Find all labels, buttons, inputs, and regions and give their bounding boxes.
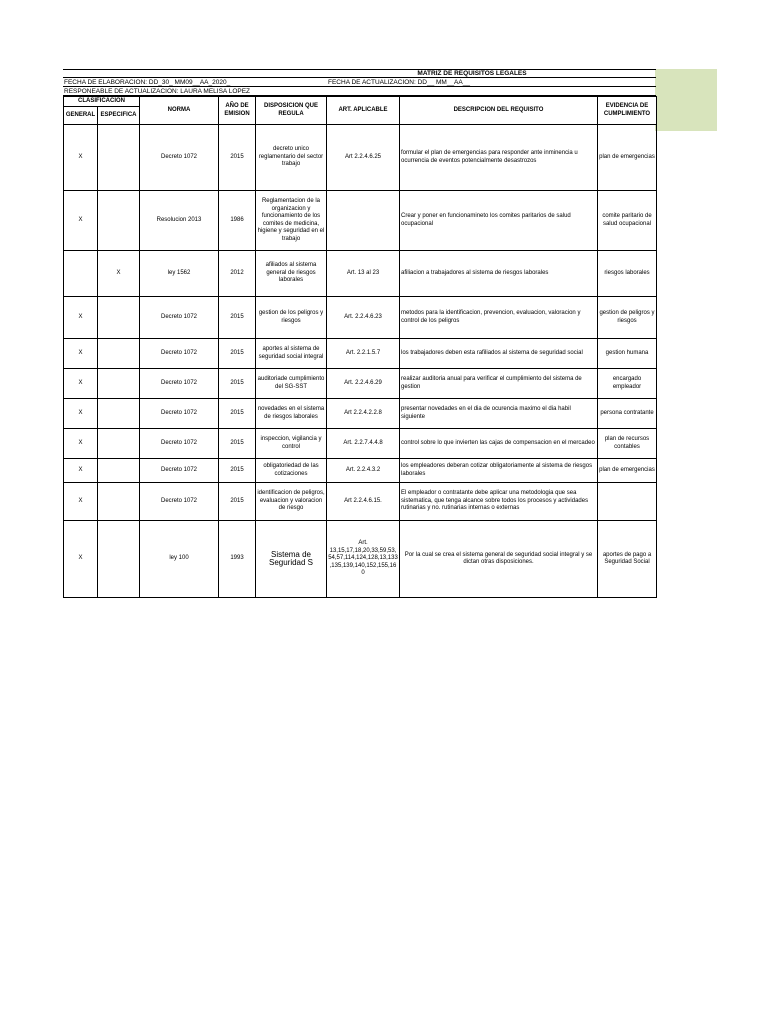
cell-general: X <box>64 429 98 459</box>
cell-art: Art. 2.2.1.5.7 <box>327 339 400 369</box>
cell-general: X <box>64 459 98 483</box>
cell-disposicion: decreto unico reglamentario del sector trabajo <box>256 125 327 191</box>
cell-art: Art. 13 al 23 <box>327 251 400 297</box>
cell-anio: 2015 <box>219 483 256 521</box>
col-general: GENERAL <box>64 107 98 125</box>
table-row <box>64 125 657 191</box>
cell-evidencia: plan de emergencias <box>598 459 657 483</box>
cell-general: X <box>64 399 98 429</box>
table-row <box>64 297 657 339</box>
matrix-title-row <box>63 69 656 78</box>
cell-anio: 2015 <box>219 297 256 339</box>
cell-anio: 2015 <box>219 339 256 369</box>
cell-especifica <box>98 125 140 191</box>
cell-norma: Decreto 1072 <box>140 125 219 191</box>
cell-especifica <box>98 339 140 369</box>
table-row <box>64 459 657 483</box>
table-row <box>64 251 657 297</box>
cell-art: Art. 2.2.4.6.23 <box>327 297 400 339</box>
col-disposicion: DISPOSICION QUE REGULA <box>256 97 327 125</box>
col-clasificacion: CLASIFICACION <box>64 97 140 107</box>
cell-descripcion: afiliacion a trabajadores al sistema de riesgos laborales <box>400 251 598 297</box>
cell-evidencia: encargado empleador <box>598 369 657 399</box>
cell-anio: 2015 <box>219 369 256 399</box>
col-anio: AÑO DE EMISION <box>219 97 256 125</box>
cell-norma: ley 1562 <box>140 251 219 297</box>
cell-art: Art 2.2.4.6.25 <box>327 125 400 191</box>
cell-descripcion: presentar novedades en el dia de ocurencia maximo el dia habil siguiente <box>400 399 598 429</box>
table-body <box>64 125 657 598</box>
cell-disposicion: identificacion de peligros, evaluacion y valoracion de riesgo <box>256 483 327 521</box>
cell-especifica <box>98 399 140 429</box>
responsable: RESPONEABLE DE ACTUALIZACION: LAURA MELISA LOPEZ <box>64 87 251 95</box>
cell-descripcion: realizar auditoria anual para verificar el cumplimiento del sistema de gestion <box>400 369 598 399</box>
cell-descripcion: Por la cual se crea el sistema general de seguridad social integral y se dictan otras disposiciones. <box>400 521 598 598</box>
dates-row <box>63 78 656 87</box>
cell-disposicion: Reglamentacion de la organizacion y funcionamiento de los comites de medicina, higiene y seguridad en el trabajo <box>256 191 327 251</box>
cell-especifica <box>98 483 140 521</box>
col-evidencia: EVIDENCIA DE CUMPLIMIENTO <box>598 97 657 125</box>
cell-general: X <box>64 125 98 191</box>
cell-disposicion: aportes al sistema de seguridad social integral <box>256 339 327 369</box>
table-row <box>64 339 657 369</box>
cell-general: X <box>64 483 98 521</box>
fecha-elaboracion: FECHA DE ELABORACION: DD_30_ MM09__AA_2020_ <box>64 78 231 86</box>
col-norma: NORMA <box>140 97 219 125</box>
table-row <box>64 483 657 521</box>
cell-especifica <box>98 297 140 339</box>
table-row <box>64 369 657 399</box>
cell-art: Art 2.2.4.6.15. <box>327 483 400 521</box>
header-row-1 <box>64 97 657 107</box>
cell-norma: Decreto 1072 <box>140 339 219 369</box>
cell-evidencia: riesgos laborales <box>598 251 657 297</box>
cell-especifica <box>98 191 140 251</box>
cell-disposicion: afiliados al sistema general de riesgos laborales <box>256 251 327 297</box>
cell-especifica <box>98 429 140 459</box>
cell-especifica <box>98 459 140 483</box>
cell-art: Art 2.2.4.2.2.8 <box>327 399 400 429</box>
cell-anio: 2015 <box>219 459 256 483</box>
cell-descripcion: los trabajadores deben esta rafiliados al sistema de seguridad social <box>400 339 598 369</box>
cell-general: X <box>64 521 98 598</box>
table-row <box>64 521 657 598</box>
cell-disposicion: novedades en el sistema de riesgos laborales <box>256 399 327 429</box>
table-row <box>64 191 657 251</box>
cell-norma: Decreto 1072 <box>140 369 219 399</box>
col-especifica: ESPECIFICA <box>98 107 140 125</box>
cell-norma: Decreto 1072 <box>140 459 219 483</box>
cell-descripcion: El empleador o contratante debe aplicar una metodologia que sea sistematica, que tenga alcance sobre todos los procesos y actividades rutinarias y no. rutinarias internas o externas <box>400 483 598 521</box>
green-header-band <box>655 69 717 131</box>
fecha-actualizacion: FECHA DE ACTUALIZACION: DD__ MM__AA__ <box>328 78 470 86</box>
cell-evidencia: persona contratante <box>598 399 657 429</box>
cell-anio: 1993 <box>219 521 256 598</box>
cell-disposicion: gestion de los peligros y riesgos <box>256 297 327 339</box>
cell-art: Art. 13,15,17,18,20,33,59,53,54,57,114,124,128,13,133,135,139,140,152,155,160 <box>327 521 400 598</box>
cell-art: Art. 2.2.7.4.4.8 <box>327 429 400 459</box>
cell-norma: Decreto 1072 <box>140 429 219 459</box>
matrix-title: MATRIZ DE REQUISITOS LEGALES <box>417 70 527 77</box>
cell-especifica <box>98 369 140 399</box>
cell-general: X <box>64 339 98 369</box>
cell-anio: 1986 <box>219 191 256 251</box>
cell-especifica: X <box>98 251 140 297</box>
table-row <box>64 429 657 459</box>
cell-anio: 2015 <box>219 399 256 429</box>
cell-descripcion: Crear y poner en funcionamineto los comites paritarios de salud ocupacional <box>400 191 598 251</box>
cell-norma: ley 100 <box>140 521 219 598</box>
col-descripcion: DESCRIPCION DEL REQUISITO <box>400 97 598 125</box>
cell-descripcion: los empleadores deberan cotizar obligatoriamente al sistema de riesgos laborales <box>400 459 598 483</box>
cell-evidencia <box>598 483 657 521</box>
cell-evidencia: plan de recursos contables <box>598 429 657 459</box>
cell-disposicion: inspeccion, vigilancia y control <box>256 429 327 459</box>
cell-anio: 2015 <box>219 429 256 459</box>
cell-norma: Resolucion 2013 <box>140 191 219 251</box>
responsable-row <box>63 87 656 96</box>
col-art: ART. APLICABLE <box>327 97 400 125</box>
cell-evidencia: aportes de pago a Seguridad Social <box>598 521 657 598</box>
cell-descripcion: formular el plan de emergencias para responder ante inminencia u ocurrencia de eventos potencialmente desastrozos <box>400 125 598 191</box>
cell-descripcion: control sobre lo que invierten las cajas de compensacion en el mercadeo <box>400 429 598 459</box>
cell-evidencia: gestion de peligros y riesgos <box>598 297 657 339</box>
requirements-table <box>63 96 657 598</box>
cell-general: X <box>64 369 98 399</box>
cell-evidencia: gestion humana <box>598 339 657 369</box>
cell-art: Art. 2.2.4.3.2 <box>327 459 400 483</box>
cell-general: X <box>64 297 98 339</box>
cell-anio: 2012 <box>219 251 256 297</box>
cell-anio: 2015 <box>219 125 256 191</box>
cell-general <box>64 251 98 297</box>
cell-norma: Decreto 1072 <box>140 399 219 429</box>
cell-evidencia: plan de emergencias <box>598 125 657 191</box>
cell-descripcion: metodos para la identificacion, prevencion, evaluacion, valoracion y control de los peligros <box>400 297 598 339</box>
table-row <box>64 399 657 429</box>
cell-disposicion: obligatoriedad de las cotizaciones <box>256 459 327 483</box>
cell-disposicion: auditoriade cumplimiento del SG-SST <box>256 369 327 399</box>
cell-art <box>327 191 400 251</box>
cell-evidencia: comite paritario de salud ocupacional <box>598 191 657 251</box>
legal-requirements-matrix <box>63 69 656 598</box>
cell-general: X <box>64 191 98 251</box>
cell-norma: Decreto 1072 <box>140 483 219 521</box>
cell-disposicion: Sistema de Seguridad S <box>256 521 327 598</box>
cell-art: Art. 2.2.4.6.29 <box>327 369 400 399</box>
cell-especifica <box>98 521 140 598</box>
cell-norma: Decreto 1072 <box>140 297 219 339</box>
